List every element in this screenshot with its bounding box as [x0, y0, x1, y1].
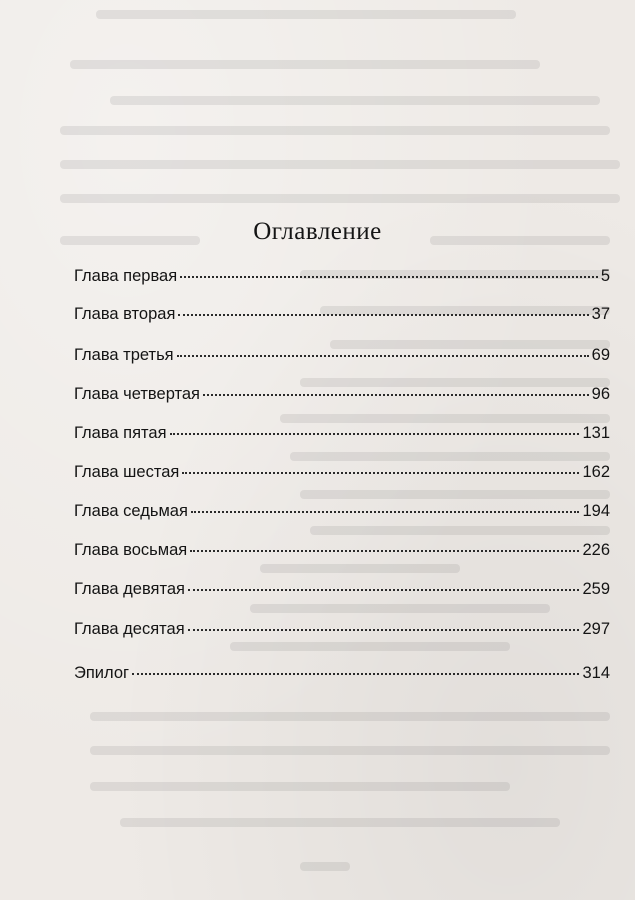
toc-entry [74, 385, 610, 411]
toc-entry-title: Глава девятая [74, 580, 185, 598]
toc-entry-title: Глава четвертая [74, 385, 200, 403]
dot-leader [190, 550, 579, 552]
toc-entry-title: Глава первая [74, 267, 178, 285]
toc-entry-page: 259 [582, 580, 610, 598]
toc-entry-title: Глава восьмая [74, 541, 188, 559]
toc-entry-title: Глава вторая [74, 305, 176, 323]
toc-entry [74, 463, 610, 489]
toc-entry-page: 226 [582, 541, 610, 559]
dot-leader [178, 314, 588, 316]
toc-entry [74, 424, 610, 450]
dot-leader [203, 394, 589, 396]
toc-entry-title: Глава третья [74, 346, 174, 364]
toc-entry-page: 96 [591, 385, 610, 403]
toc-entry-page: 131 [582, 424, 610, 442]
toc-entry-page: 37 [591, 305, 610, 323]
toc-entry [74, 502, 610, 528]
toc-entry-page: 69 [591, 346, 610, 364]
dot-leader [182, 472, 579, 474]
dot-leader [188, 589, 580, 591]
toc-entry [74, 580, 610, 606]
toc-entry-title: Глава пятая [74, 424, 167, 442]
toc-entry-title: Эпилог [74, 664, 130, 682]
toc-entry-title: Глава десятая [74, 620, 185, 638]
toc-entry [74, 541, 610, 567]
toc-entry-epilogue [74, 664, 610, 690]
toc-entry [74, 305, 610, 331]
toc-entry-page: 314 [582, 664, 610, 682]
dot-leader [191, 511, 580, 513]
toc-entry-page: 297 [582, 620, 610, 638]
page-title: Оглавление [253, 218, 382, 245]
toc-entry-page: 194 [582, 502, 610, 520]
dot-leader [180, 276, 598, 278]
toc-entry [74, 267, 610, 293]
toc-entry-page: 5 [600, 267, 610, 285]
toc-entry-title: Глава шестая [74, 463, 180, 481]
toc-entry [74, 346, 610, 372]
toc-entry-title: Глава седьмая [74, 502, 188, 520]
toc-entry [74, 620, 610, 646]
dot-leader [170, 433, 580, 435]
toc-entry-page: 162 [582, 463, 610, 481]
dot-leader [132, 673, 579, 675]
dot-leader [177, 355, 589, 357]
dot-leader [188, 629, 580, 631]
